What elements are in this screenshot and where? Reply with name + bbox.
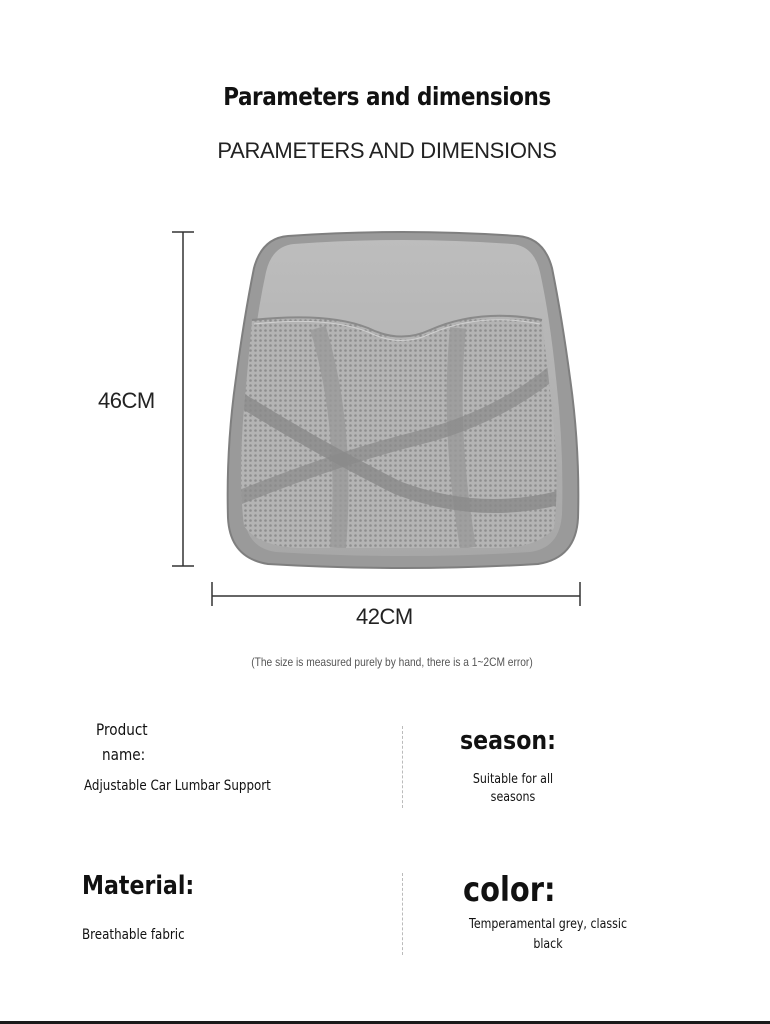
height-dimension-line — [168, 228, 198, 572]
measurement-note: (The size is measured purely by hand, there is a 1~2CM error) — [251, 655, 533, 669]
product-name-label-line2: name: — [102, 745, 146, 764]
product-name-label-line1: Product — [96, 720, 148, 739]
width-label: 42CM — [356, 604, 413, 629]
season-value-line2: seasons — [490, 790, 536, 805]
height-label: 46CM — [98, 388, 155, 413]
season-label: season: — [460, 726, 556, 756]
product-name-value: Adjustable Car Lumbar Support — [84, 778, 271, 794]
color-label: color: — [463, 870, 556, 910]
page-subtitle: PARAMETERS AND DIMENSIONS — [217, 138, 557, 163]
divider-bottom — [402, 873, 403, 955]
lumbar-support-cushion-icon — [218, 228, 588, 574]
page-title: Parameters and dimensions — [223, 82, 551, 111]
material-label: Material: — [82, 871, 195, 901]
material-value: Breathable fabric — [82, 927, 185, 943]
season-value-line1: Suitable for all — [472, 772, 554, 787]
color-value-line1: Temperamental grey, classic — [468, 917, 628, 932]
divider-top — [402, 726, 403, 808]
color-value-line2: black — [533, 937, 563, 952]
